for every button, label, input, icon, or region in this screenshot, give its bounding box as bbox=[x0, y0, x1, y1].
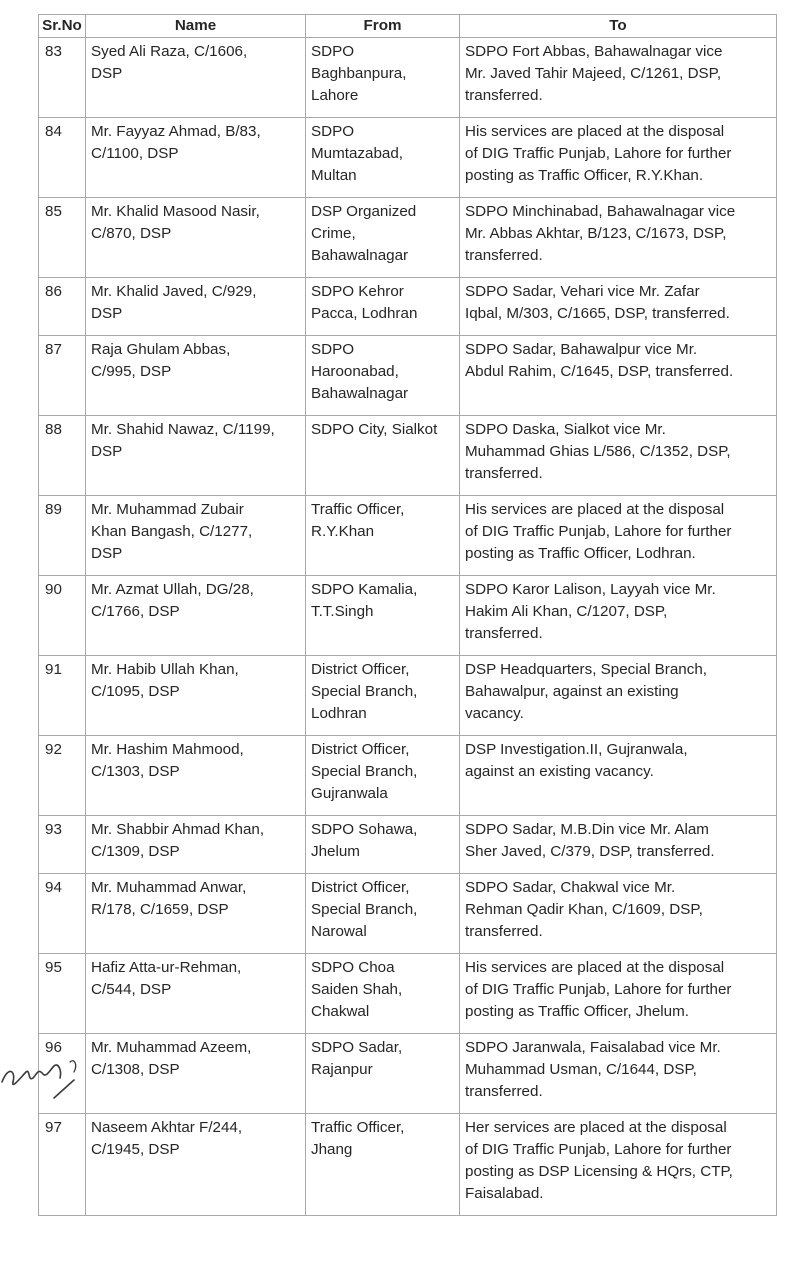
to-line: His services are placed at the disposal bbox=[465, 959, 725, 976]
to-cell bbox=[460, 38, 777, 118]
from-line: Multan bbox=[311, 167, 357, 184]
from-line: Baghbanpura, bbox=[311, 65, 407, 82]
from-cell bbox=[306, 1034, 460, 1114]
to-line: transferred. bbox=[465, 1083, 543, 1100]
to-line: of DIG Traffic Punjab, Lahore for further bbox=[465, 523, 732, 540]
to-line: Hakim Ali Khan, C/1207, DSP, bbox=[465, 603, 668, 620]
name-cell bbox=[86, 736, 306, 816]
from-cell bbox=[306, 496, 460, 576]
to-line: posting as DSP Licensing & HQrs, CTP, bbox=[465, 1163, 733, 1180]
from-line: Chakwal bbox=[311, 1003, 370, 1020]
name-cell bbox=[86, 198, 306, 278]
from-line: Haroonabad, bbox=[311, 363, 399, 380]
from-line: SDPO Choa bbox=[311, 959, 395, 976]
name-line: Syed Ali Raza, C/1606, bbox=[91, 43, 248, 60]
name-cell bbox=[86, 1034, 306, 1114]
to-line: transferred. bbox=[465, 923, 543, 940]
from-line: District Officer, bbox=[311, 741, 410, 758]
srno-cell: 85 bbox=[39, 198, 86, 278]
from-line: SDPO bbox=[311, 123, 355, 140]
name-line: Mr. Habib Ullah Khan, bbox=[91, 661, 239, 678]
srno-cell: 86 bbox=[39, 278, 86, 336]
to-line: of DIG Traffic Punjab, Lahore for further bbox=[465, 981, 732, 998]
from-line: SDPO Kehror bbox=[311, 283, 404, 300]
name-cell bbox=[86, 278, 306, 336]
to-line: Mr. Javed Tahir Majeed, C/1261, DSP, bbox=[465, 65, 722, 82]
name-line: C/1100, DSP bbox=[91, 145, 179, 162]
header-to: To bbox=[460, 15, 777, 38]
name-line: Mr. Fayyaz Ahmad, B/83, bbox=[91, 123, 261, 140]
to-line: Rehman Qadir Khan, C/1609, DSP, bbox=[465, 901, 703, 918]
srno-cell: 88 bbox=[39, 416, 86, 496]
to-cell bbox=[460, 336, 777, 416]
table-row bbox=[39, 576, 777, 656]
from-cell bbox=[306, 416, 460, 496]
name-line: Mr. Shahid Nawaz, C/1199, bbox=[91, 421, 275, 438]
from-cell bbox=[306, 336, 460, 416]
name-line: Mr. Muhammad Zubair bbox=[91, 501, 244, 518]
header-from: From bbox=[306, 15, 460, 38]
to-line: vacancy. bbox=[465, 705, 524, 722]
from-cell bbox=[306, 736, 460, 816]
from-cell bbox=[306, 576, 460, 656]
name-line: Khan Bangash, C/1277, bbox=[91, 523, 253, 540]
table-row bbox=[39, 816, 777, 874]
to-line: posting as Traffic Officer, Lodhran. bbox=[465, 545, 696, 562]
header-srno: Sr.No bbox=[39, 15, 86, 38]
to-cell bbox=[460, 278, 777, 336]
from-line: R.Y.Khan bbox=[311, 523, 375, 540]
srno-cell: 92 bbox=[39, 736, 86, 816]
from-line: T.T.Singh bbox=[311, 603, 374, 620]
table-row bbox=[39, 336, 777, 416]
to-line: Abdul Rahim, C/1645, DSP, transferred. bbox=[465, 363, 734, 380]
name-line: C/1303, DSP bbox=[91, 763, 180, 780]
table-row bbox=[39, 874, 777, 954]
from-line: Lahore bbox=[311, 87, 359, 104]
srno-cell: 84 bbox=[39, 118, 86, 198]
table-row bbox=[39, 1114, 777, 1216]
header-name: Name bbox=[86, 15, 306, 38]
table-row bbox=[39, 118, 777, 198]
to-cell bbox=[460, 1034, 777, 1114]
name-cell bbox=[86, 416, 306, 496]
name-cell bbox=[86, 816, 306, 874]
to-line: SDPO Sadar, Chakwal vice Mr. bbox=[465, 879, 676, 896]
to-line: Bahawalpur, against an existing bbox=[465, 683, 679, 700]
to-cell bbox=[460, 496, 777, 576]
to-line: DSP Headquarters, Special Branch, bbox=[465, 661, 708, 678]
from-cell bbox=[306, 278, 460, 336]
to-line: DSP Investigation.II, Gujranwala, bbox=[465, 741, 688, 758]
from-line: Traffic Officer, bbox=[311, 1119, 405, 1136]
to-line: SDPO Sadar, M.B.Din vice Mr. Alam bbox=[465, 821, 709, 838]
name-line: Mr. Khalid Masood Nasir, bbox=[91, 203, 260, 220]
name-cell bbox=[86, 954, 306, 1034]
to-line: SDPO Karor Lalison, Layyah vice Mr. bbox=[465, 581, 716, 598]
to-cell bbox=[460, 118, 777, 198]
transfers-table bbox=[38, 14, 777, 1216]
from-line: Lodhran bbox=[311, 705, 367, 722]
from-line: District Officer, bbox=[311, 661, 410, 678]
table-row bbox=[39, 416, 777, 496]
table-row bbox=[39, 278, 777, 336]
to-line: transferred. bbox=[465, 247, 543, 264]
name-line: C/1309, DSP bbox=[91, 843, 180, 860]
to-line: SDPO Daska, Sialkot vice Mr. bbox=[465, 421, 666, 438]
table-row bbox=[39, 954, 777, 1034]
from-line: Bahawalnagar bbox=[311, 247, 409, 264]
name-line: C/1766, DSP bbox=[91, 603, 180, 620]
name-cell bbox=[86, 1114, 306, 1216]
name-cell bbox=[86, 336, 306, 416]
from-line: Jhelum bbox=[311, 843, 360, 860]
name-line: C/544, DSP bbox=[91, 981, 172, 998]
srno-cell: 97 bbox=[39, 1114, 86, 1216]
table-body bbox=[39, 38, 777, 1216]
from-cell bbox=[306, 38, 460, 118]
srno-cell: 89 bbox=[39, 496, 86, 576]
to-line: of DIG Traffic Punjab, Lahore for further bbox=[465, 1141, 732, 1158]
from-line: Special Branch, bbox=[311, 901, 418, 918]
name-line: Hafiz Atta-ur-Rehman, bbox=[91, 959, 242, 976]
name-line: Mr. Shabbir Ahmad Khan, bbox=[91, 821, 265, 838]
to-line: Muhammad Ghias L/586, C/1352, DSP, bbox=[465, 443, 731, 460]
name-line: R/178, C/1659, DSP bbox=[91, 901, 229, 918]
to-cell bbox=[460, 576, 777, 656]
from-line: SDPO City, Sialkot bbox=[311, 421, 438, 438]
name-line: C/995, DSP bbox=[91, 363, 172, 380]
from-cell bbox=[306, 816, 460, 874]
srno-cell: 90 bbox=[39, 576, 86, 656]
name-line: DSP bbox=[91, 305, 123, 322]
to-line: Iqbal, M/303, C/1665, DSP, transferred. bbox=[465, 305, 730, 322]
table-row bbox=[39, 38, 777, 118]
to-line: posting as Traffic Officer, Jhelum. bbox=[465, 1003, 689, 1020]
from-line: Narowal bbox=[311, 923, 367, 940]
table-row bbox=[39, 656, 777, 736]
to-line: Muhammad Usman, C/1644, DSP, bbox=[465, 1061, 697, 1078]
from-cell bbox=[306, 656, 460, 736]
to-line: SDPO Sadar, Vehari vice Mr. Zafar bbox=[465, 283, 700, 300]
to-cell bbox=[460, 1114, 777, 1216]
name-line: C/1095, DSP bbox=[91, 683, 180, 700]
name-cell bbox=[86, 496, 306, 576]
name-line: C/1308, DSP bbox=[91, 1061, 180, 1078]
name-line: Mr. Khalid Javed, C/929, bbox=[91, 283, 257, 300]
table-row bbox=[39, 736, 777, 816]
from-line: Crime, bbox=[311, 225, 356, 242]
from-line: Special Branch, bbox=[311, 763, 418, 780]
srno-cell: 95 bbox=[39, 954, 86, 1034]
to-cell bbox=[460, 656, 777, 736]
to-line: His services are placed at the disposal bbox=[465, 501, 725, 518]
from-line: Saiden Shah, bbox=[311, 981, 403, 998]
to-cell bbox=[460, 198, 777, 278]
to-line: SDPO Jaranwala, Faisalabad vice Mr. bbox=[465, 1039, 721, 1056]
from-line: Special Branch, bbox=[311, 683, 418, 700]
to-cell bbox=[460, 874, 777, 954]
name-line: DSP bbox=[91, 443, 123, 460]
name-line: Mr. Muhammad Anwar, bbox=[91, 879, 247, 896]
to-line: Faisalabad. bbox=[465, 1185, 544, 1202]
name-line: Mr. Azmat Ullah, DG/28, bbox=[91, 581, 254, 598]
from-cell bbox=[306, 954, 460, 1034]
to-line: against an existing vacancy. bbox=[465, 763, 654, 780]
srno-cell: 93 bbox=[39, 816, 86, 874]
name-line: DSP bbox=[91, 65, 123, 82]
to-line: SDPO Fort Abbas, Bahawalnagar vice bbox=[465, 43, 723, 60]
name-line: C/870, DSP bbox=[91, 225, 172, 242]
to-line: posting as Traffic Officer, R.Y.Khan. bbox=[465, 167, 704, 184]
to-cell bbox=[460, 736, 777, 816]
from-line: Rajanpur bbox=[311, 1061, 373, 1078]
from-line: SDPO bbox=[311, 341, 355, 358]
from-cell bbox=[306, 198, 460, 278]
from-line: Jhang bbox=[311, 1141, 353, 1158]
srno-cell: 87 bbox=[39, 336, 86, 416]
from-line: District Officer, bbox=[311, 879, 410, 896]
name-cell bbox=[86, 874, 306, 954]
from-line: SDPO Sohawa, bbox=[311, 821, 418, 838]
srno-cell: 83 bbox=[39, 38, 86, 118]
from-cell bbox=[306, 118, 460, 198]
table-row bbox=[39, 198, 777, 278]
table-row bbox=[39, 496, 777, 576]
name-line: Raja Ghulam Abbas, bbox=[91, 341, 231, 358]
from-line: Pacca, Lodhran bbox=[311, 305, 418, 322]
from-line: SDPO Sadar, bbox=[311, 1039, 403, 1056]
name-line: Naseem Akhtar F/244, bbox=[91, 1119, 243, 1136]
name-line: C/1945, DSP bbox=[91, 1141, 180, 1158]
to-line: SDPO Sadar, Bahawalpur vice Mr. bbox=[465, 341, 698, 358]
to-line: transferred. bbox=[465, 625, 543, 642]
name-cell bbox=[86, 38, 306, 118]
from-line: SDPO bbox=[311, 43, 355, 60]
to-cell bbox=[460, 816, 777, 874]
to-cell bbox=[460, 954, 777, 1034]
to-line: transferred. bbox=[465, 87, 543, 104]
name-line: Mr. Muhammad Azeem, bbox=[91, 1039, 252, 1056]
name-cell bbox=[86, 656, 306, 736]
to-line: His services are placed at the disposal bbox=[465, 123, 725, 140]
srno-cell: 96 bbox=[39, 1034, 86, 1114]
from-line: Traffic Officer, bbox=[311, 501, 405, 518]
from-cell bbox=[306, 874, 460, 954]
from-line: Bahawalnagar bbox=[311, 385, 409, 402]
to-line: of DIG Traffic Punjab, Lahore for further bbox=[465, 145, 732, 162]
name-cell bbox=[86, 576, 306, 656]
srno-cell: 94 bbox=[39, 874, 86, 954]
from-line: Mumtazabad, bbox=[311, 145, 404, 162]
to-line: Sher Javed, C/379, DSP, transferred. bbox=[465, 843, 715, 860]
from-line: SDPO Kamalia, bbox=[311, 581, 418, 598]
from-line: DSP Organized bbox=[311, 203, 417, 220]
table-header-row bbox=[39, 15, 777, 38]
from-cell bbox=[306, 1114, 460, 1216]
to-line: transferred. bbox=[465, 465, 543, 482]
table-row bbox=[39, 1034, 777, 1114]
name-line: DSP bbox=[91, 545, 123, 562]
to-cell bbox=[460, 416, 777, 496]
srno-cell: 91 bbox=[39, 656, 86, 736]
from-line: Gujranwala bbox=[311, 785, 388, 802]
to-line: Her services are placed at the disposal bbox=[465, 1119, 727, 1136]
handwritten-initials-mark bbox=[0, 1052, 90, 1132]
name-cell bbox=[86, 118, 306, 198]
name-line: Mr. Hashim Mahmood, bbox=[91, 741, 244, 758]
to-line: SDPO Minchinabad, Bahawalnagar vice bbox=[465, 203, 736, 220]
to-line: Mr. Abbas Akhtar, B/123, C/1673, DSP, bbox=[465, 225, 727, 242]
